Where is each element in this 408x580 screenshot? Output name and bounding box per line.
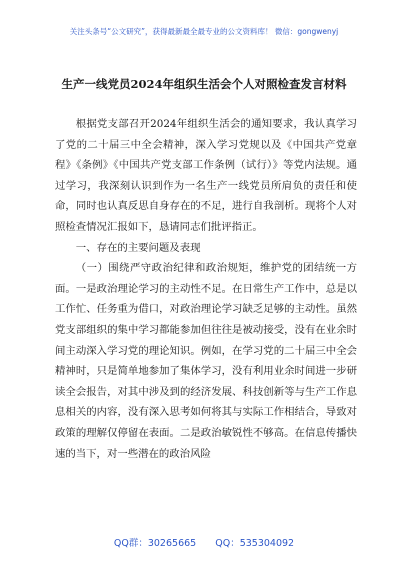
- header-note: 关注头条号“公文研究”，获得最新最全最专业的公文资料库！ 微信：gongwenyj: [69, 27, 339, 36]
- footer-contact: [0, 535, 408, 549]
- document-title: 生产一线党员2024年组织生活会个人对照检查发言材料: [61, 77, 347, 91]
- intro-paragraph: 根据党支部召开2024年组织生活会的通知要求，我认真学习了党的二十届三中全会精神，深入学习党规以及《中国共产党章程》《条例》《中国共产党支部工作条例（试行）》等党内法规。通过学习，我深刻认识到作为一名生产一线党员所肩负的责任和使命，同时也认真反思自身存在的不足，进行自我剖析。现将个人对照检查情况汇报如下，恳请同志们批评指正。: [55, 118, 357, 233]
- footer-qq-number: QQ：535304092: [215, 538, 295, 549]
- section-paragraph: （一）围绕严守政治纪律和政治规矩，维护党的团结统一方面。一是政治理论学习的主动性不足。在日常生产工作中，总是以工作忙、任务重为借口，对政治理论学习缺乏足够的主动性。虽然党支部组织的集中学习都能参加但往往是被动接受，没有在业余时间主动深入学习党的理论知识。例如，在学习党的二十届三中全会精神时，只是简单地参加了集体学习，没有利用业余时间进一步研读全会报告，对其中涉及到的经济发展、科技创新等与生产工作息息相关的内容，没有深入思考如何将其与实际工作相结合，导致对政策的理解仅停留在表面。二是政治敏锐性不够高。在信息传播快速的当下，对一些潜在的政治风险: [55, 262, 357, 460]
- section-heading: 一、存在的主要问题及表现: [75, 241, 201, 254]
- footer-qq-group: QQ群：30265665: [113, 538, 197, 549]
- document-body: [55, 114, 357, 464]
